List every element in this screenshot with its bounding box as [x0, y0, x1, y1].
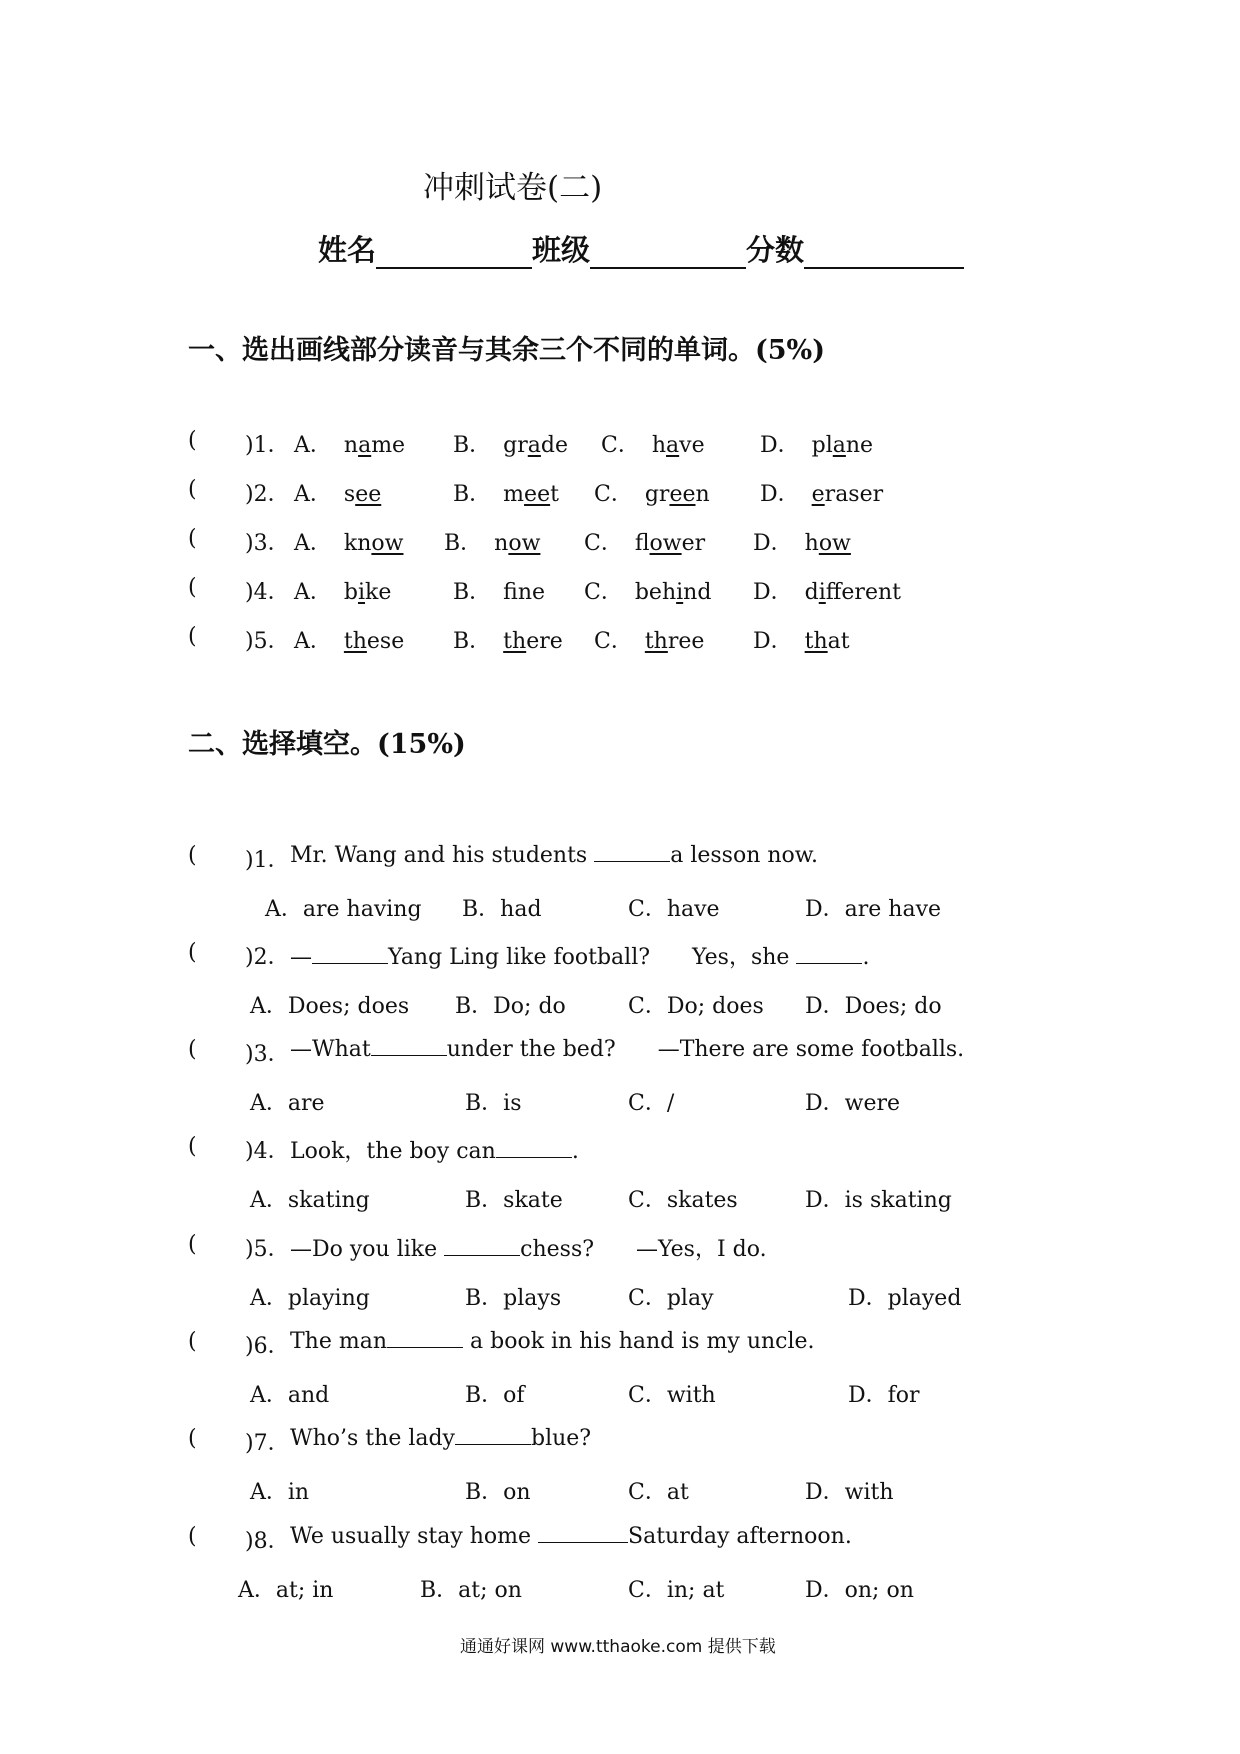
- option-word[interactable]: [453, 477, 559, 508]
- answer-paren-open[interactable]: (: [188, 1426, 197, 1451]
- option-letter: A．: [294, 629, 332, 654]
- word-prefix: s: [343, 482, 356, 507]
- underlined-part: a: [358, 433, 372, 458]
- answer-paren-open[interactable]: (: [188, 940, 197, 965]
- answer-paren-open[interactable]: (: [188, 1232, 197, 1257]
- option-word[interactable]: [453, 575, 545, 606]
- underlined-part: ow: [508, 531, 541, 556]
- fill-blank[interactable]: [538, 1524, 628, 1543]
- option-word[interactable]: [760, 428, 873, 459]
- fill-blank[interactable]: [371, 1037, 447, 1056]
- answer-option[interactable]: C．at: [628, 1480, 689, 1505]
- question-stem: [290, 1329, 815, 1354]
- answer-option[interactable]: C．have: [628, 897, 720, 922]
- answer-option[interactable]: A．are: [250, 1091, 325, 1116]
- word-prefix: h: [651, 433, 667, 458]
- stem-text-a: We usually stay home: [290, 1524, 539, 1549]
- answer-option[interactable]: B．had: [462, 897, 542, 922]
- stem-text-b: chess?: [520, 1237, 595, 1262]
- option-letter: D．: [753, 629, 793, 654]
- answer-option[interactable]: C．Do; does: [628, 994, 764, 1019]
- stem-text-b: a lesson now.: [670, 843, 818, 868]
- word-suffix: er: [681, 531, 706, 556]
- answer-option[interactable]: C．/: [628, 1091, 675, 1116]
- question-number: )7．: [245, 1431, 290, 1456]
- option-letter: C．: [601, 433, 640, 458]
- answer-paren-open[interactable]: (: [188, 1524, 197, 1549]
- footer-credit: 通通好课网 www.tthaoke.com 提供下载: [460, 1637, 776, 1657]
- question-stem: [290, 1426, 591, 1451]
- stem-text-a: Look，the boy can: [290, 1139, 496, 1164]
- word-suffix: ne: [845, 433, 874, 458]
- question-number: )3．: [245, 1042, 290, 1067]
- answer-option[interactable]: D．Does; do: [805, 994, 942, 1019]
- underlined-part: a: [527, 433, 541, 458]
- option-letter: D．: [753, 531, 793, 556]
- underlined-part: th: [804, 629, 828, 654]
- question-number: )5．: [245, 1237, 290, 1262]
- word-suffix: ese: [366, 629, 405, 654]
- answer-option[interactable]: D．are have: [805, 897, 942, 922]
- question-number: )6．: [245, 1334, 290, 1359]
- underlined-part: ee: [355, 482, 382, 507]
- stem-text-a: Mr. Wang and his students: [290, 843, 595, 868]
- word-prefix: m: [503, 482, 525, 507]
- option-word[interactable]: [294, 477, 381, 508]
- word-prefix: n: [494, 531, 509, 556]
- answer-option[interactable]: A．playing: [250, 1286, 370, 1311]
- option-word[interactable]: [294, 428, 405, 459]
- word-prefix: beh: [634, 580, 677, 605]
- stem-text-c: —There are some footballs.: [657, 1037, 965, 1062]
- answer-paren-open[interactable]: (: [188, 624, 197, 649]
- word-prefix: pl: [811, 433, 833, 458]
- word-prefix: d: [804, 580, 819, 605]
- fill-blank[interactable]: [455, 1426, 531, 1445]
- option-word[interactable]: [584, 575, 711, 606]
- question-number: )2．: [245, 945, 290, 970]
- answer-option[interactable]: B．skate: [465, 1188, 563, 1213]
- answer-option[interactable]: A．in: [250, 1480, 310, 1505]
- word-prefix: kn: [343, 531, 372, 556]
- fill-blank[interactable]: [496, 1139, 572, 1158]
- stem-text-b: blue?: [531, 1426, 592, 1451]
- answer-option[interactable]: D．were: [805, 1091, 901, 1116]
- stem-text-d: .: [862, 945, 870, 970]
- option-letter: A．: [294, 482, 332, 507]
- stem-text-b: Saturday afternoon.: [628, 1524, 852, 1549]
- underlined-part: a: [832, 433, 846, 458]
- option-letter: D．: [760, 482, 800, 507]
- student-info-line: [318, 228, 964, 269]
- word-suffix: de: [540, 433, 569, 458]
- section1-heading: 一、选出画线部分读音与其余三个不同的单词。(5%): [188, 335, 825, 366]
- answer-paren-open[interactable]: (: [188, 843, 197, 868]
- stem-text-b: .: [571, 1139, 579, 1164]
- answer-paren-open[interactable]: (: [188, 428, 197, 453]
- word-suffix: nd: [683, 580, 712, 605]
- word-suffix: ve: [679, 433, 705, 458]
- option-letter: B．: [453, 482, 492, 507]
- question-stem: [290, 940, 869, 971]
- underlined-part: ee: [524, 482, 551, 507]
- answer-paren-open[interactable]: (: [188, 477, 197, 502]
- fill-blank[interactable]: [387, 1329, 463, 1348]
- question-number: )1．: [245, 848, 290, 873]
- option-letter: A．: [294, 433, 332, 458]
- option-letter: C．: [594, 629, 633, 654]
- question-number: )3．: [245, 531, 290, 556]
- stem-text-c: Yes，she: [692, 945, 797, 970]
- option-letter: B．: [453, 580, 492, 605]
- option-word[interactable]: [453, 624, 563, 655]
- option-letter: D．: [753, 580, 793, 605]
- question-number: )1．: [245, 433, 290, 458]
- answer-option[interactable]: D．played: [848, 1286, 962, 1311]
- fill-blank[interactable]: [444, 1237, 520, 1256]
- answer-option[interactable]: D．on; on: [805, 1578, 914, 1603]
- option-word[interactable]: [753, 575, 901, 606]
- underlined-part: a: [666, 433, 680, 458]
- answer-option[interactable]: B．of: [465, 1383, 525, 1408]
- score-blank[interactable]: [804, 239, 964, 269]
- answer-option[interactable]: D．is skating: [805, 1188, 952, 1213]
- word-prefix: n: [343, 433, 359, 458]
- underlined-part: i: [357, 580, 366, 605]
- question-number: )5．: [245, 629, 290, 654]
- option-word[interactable]: [753, 526, 851, 557]
- answer-paren-open[interactable]: (: [188, 1329, 197, 1354]
- word-suffix: t: [550, 482, 559, 507]
- stem-text-a: Who’s the lady: [290, 1426, 455, 1451]
- question-stem: [290, 843, 818, 868]
- answer-paren-open[interactable]: (: [188, 1134, 197, 1159]
- stem-text-b: Yang Ling like football?: [388, 945, 651, 970]
- option-letter: C．: [584, 580, 623, 605]
- question-number: )8．: [245, 1529, 290, 1554]
- option-letter: B．: [453, 433, 492, 458]
- option-letter: A．: [294, 580, 332, 605]
- question-number: )4．: [245, 580, 290, 605]
- score-label: 分数: [746, 233, 805, 267]
- option-word[interactable]: [584, 526, 705, 557]
- word-suffix: raser: [824, 482, 884, 507]
- underlined-part: e: [811, 482, 825, 507]
- underlined-part: th: [343, 629, 367, 654]
- stem-text-a: —Do you like: [290, 1237, 445, 1262]
- option-word[interactable]: [294, 575, 391, 606]
- answer-option[interactable]: C．play: [628, 1286, 714, 1311]
- fill-blank[interactable]: [312, 945, 388, 964]
- answer-option[interactable]: B．plays: [465, 1286, 562, 1311]
- stem-text-c: —Yes，I do.: [636, 1237, 767, 1262]
- answer-option[interactable]: C．with: [628, 1383, 716, 1408]
- word-prefix: b: [343, 580, 358, 605]
- question-number: )2．: [245, 482, 290, 507]
- stem-text-b: under the bed?: [446, 1037, 616, 1062]
- option-word[interactable]: [594, 477, 710, 508]
- answer-option[interactable]: C．in; at: [628, 1578, 725, 1603]
- word-suffix: ne: [517, 580, 546, 605]
- underlined-part: ee: [669, 482, 696, 507]
- answer-option[interactable]: B．is: [465, 1091, 522, 1116]
- word-prefix: gr: [644, 482, 670, 507]
- name-label: 姓名: [318, 233, 377, 267]
- class-label: 班级: [532, 233, 591, 267]
- fill-blank-2[interactable]: [796, 945, 862, 964]
- underlined-part: ow: [818, 531, 851, 556]
- word-suffix: ke: [365, 580, 392, 605]
- option-letter: C．: [584, 531, 623, 556]
- answer-option[interactable]: D．for: [848, 1383, 920, 1408]
- question-stem: [290, 1524, 852, 1549]
- word-suffix: n: [695, 482, 710, 507]
- answer-option[interactable]: A．are having: [265, 897, 422, 922]
- stem-text-a: The man: [290, 1329, 388, 1354]
- underlined-part: ow: [649, 531, 682, 556]
- page-title: 冲刺试卷(二): [423, 170, 603, 206]
- word-suffix: ree: [667, 629, 705, 654]
- answer-paren-open[interactable]: (: [188, 575, 197, 600]
- question-stem: [290, 1037, 964, 1062]
- answer-option[interactable]: D．with: [805, 1480, 894, 1505]
- option-word[interactable]: [760, 477, 883, 508]
- question-stem: [290, 1232, 767, 1263]
- word-suffix: at: [827, 629, 850, 654]
- option-word[interactable]: [444, 526, 540, 557]
- underlined-part: ow: [371, 531, 404, 556]
- word-prefix: h: [804, 531, 819, 556]
- answer-paren-open[interactable]: (: [188, 526, 197, 551]
- stem-text-a: —What: [290, 1037, 371, 1062]
- underlined-part: i: [676, 580, 684, 605]
- fill-blank[interactable]: [594, 843, 670, 862]
- word-suffix: fferent: [825, 580, 901, 605]
- option-letter: B．: [444, 531, 483, 556]
- answer-option[interactable]: B．Do; do: [455, 994, 566, 1019]
- word-prefix: fl: [634, 531, 650, 556]
- stem-text-b: a book in his hand is my uncle.: [463, 1329, 815, 1354]
- answer-option[interactable]: A．at; in: [238, 1578, 334, 1603]
- stem-text-a: —: [290, 945, 312, 970]
- word-prefix: f: [503, 580, 518, 605]
- option-letter: A．: [294, 531, 332, 556]
- answer-option[interactable]: B．at; on: [420, 1578, 522, 1603]
- underlined-part: th: [503, 629, 527, 654]
- underlined-part: i: [818, 580, 826, 605]
- section2-heading: 二、选择填空。(15%): [188, 729, 466, 760]
- option-word[interactable]: [453, 428, 568, 459]
- option-word[interactable]: [294, 526, 403, 557]
- question-number: )4．: [245, 1139, 290, 1164]
- option-word[interactable]: [294, 624, 404, 655]
- option-letter: D．: [760, 433, 800, 458]
- answer-option[interactable]: A．skating: [250, 1188, 370, 1213]
- answer-option[interactable]: B．on: [465, 1480, 531, 1505]
- word-prefix: gr: [503, 433, 528, 458]
- word-suffix: me: [371, 433, 406, 458]
- answer-option[interactable]: A．and: [250, 1383, 330, 1408]
- option-word[interactable]: [601, 428, 705, 459]
- name-blank[interactable]: [376, 239, 532, 269]
- option-letter: B．: [453, 629, 492, 654]
- word-suffix: ere: [526, 629, 563, 654]
- class-blank[interactable]: [590, 239, 746, 269]
- answer-paren-open[interactable]: (: [188, 1037, 197, 1062]
- option-word[interactable]: [594, 624, 704, 655]
- answer-option[interactable]: C．skates: [628, 1188, 738, 1213]
- question-stem: [290, 1134, 579, 1165]
- option-word[interactable]: [753, 624, 850, 655]
- underlined-part: th: [644, 629, 668, 654]
- answer-option[interactable]: A．Does; does: [250, 994, 410, 1019]
- option-letter: C．: [594, 482, 633, 507]
